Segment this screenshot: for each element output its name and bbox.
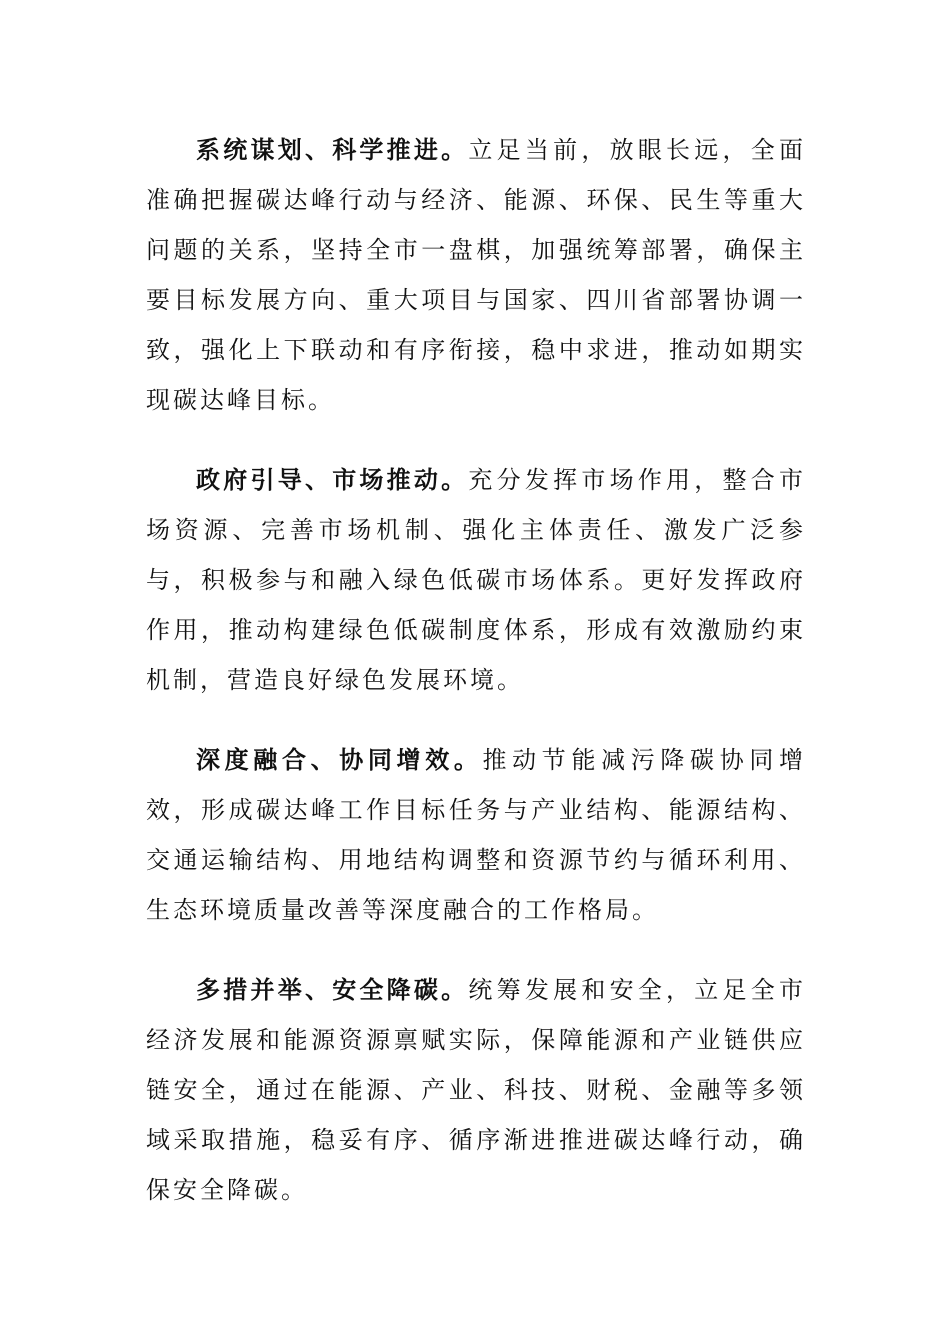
principle-paragraph-2 xyxy=(146,455,806,705)
paragraph-body: 推动节能减污降碳协同增效，形成碳达峰工作目标任务与产业结构、能源结构、交通运输结构、用地结构调整和资源节约与循环利用、生态环境质量改善等深度融合的工作格局。 xyxy=(146,746,806,924)
principle-paragraph-1 xyxy=(146,125,806,425)
principle-paragraph-4 xyxy=(146,965,806,1215)
document-page xyxy=(146,125,806,1245)
principle-paragraph-3 xyxy=(146,735,806,935)
paragraph-heading: 系统谋划、科学推进。 xyxy=(196,136,469,164)
paragraph-body: 统筹发展和安全，立足全市经济发展和能源资源禀赋实际，保障能源和产业链供应链安全，通过在能源、产业、科技、财税、金融等多领域采取措施，稳妥有序、循序渐进推进碳达峰行动，确保安全降碳。 xyxy=(146,976,807,1204)
paragraph-body: 充分发挥市场作用，整合市场资源、完善市场机制、强化主体责任、激发广泛参与，积极参与和融入绿色低碳市场体系。更好发挥政府作用，推动构建绿色低碳制度体系，形成有效激励约束机制，营造良好绿色发展环境。 xyxy=(146,466,807,694)
paragraph-body: 立足当前，放眼长远，全面准确把握碳达峰行动与经济、能源、环保、民生等重大问题的关系，坚持全市一盘棋，加强统筹部署，确保主要目标发展方向、重大项目与国家、四川省部署协调一致，强化上下联动和有序衔接，稳中求进，推动如期实现碳达峰目标。 xyxy=(146,136,807,414)
paragraph-heading: 政府引导、市场推动。 xyxy=(196,466,469,494)
paragraph-heading: 多措并举、安全降碳。 xyxy=(196,976,469,1004)
paragraph-heading: 深度融合、协同增效。 xyxy=(196,746,483,774)
